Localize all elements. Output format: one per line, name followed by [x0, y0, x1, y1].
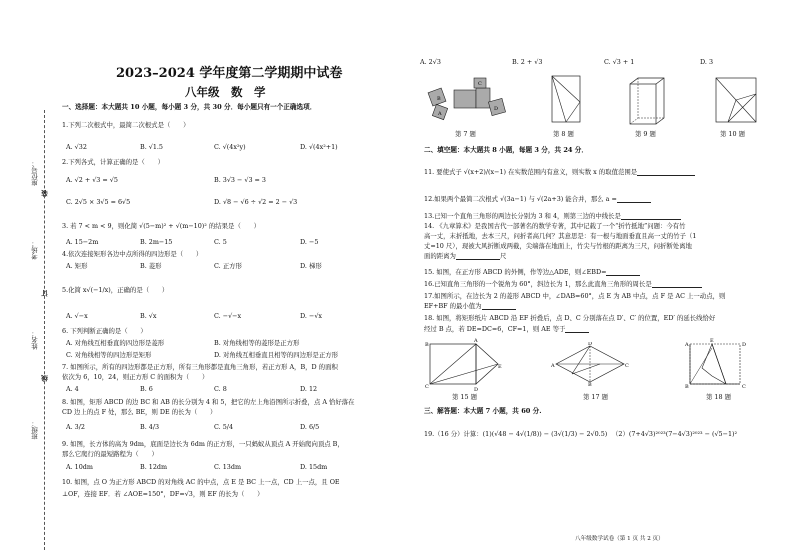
q19-part1: 19.（16 分）计算：(1)(√48 − 4√(1/8)) − (3√(1/3) − 2√0.5): [424, 430, 608, 438]
svg-text:D: D: [588, 342, 593, 347]
q16-text: 16.已知直角三角形的一个锐角为 60°，斜边长为 1，那么此直角三角形的周长是: [424, 280, 702, 288]
q1-option-b: B. √1.5: [140, 143, 163, 151]
q17-line2: EF+BF 的最小值为: [424, 302, 516, 310]
svg-text:C: C: [742, 384, 746, 390]
q6-option-d: D. 对角线互相垂直且相等的四边形是正方形: [214, 351, 338, 359]
fig10-caption: 第 10 题: [720, 130, 745, 138]
binding-char-ding: 订: [41, 290, 49, 297]
fig17-caption: 第 17 题: [583, 393, 608, 401]
q17-line1: 17.如图所示，在边长为 2 的菱形 ABCD 中，∠DAB=60°，点 E 为 AB 中点，点 F 是 AC 上一动点，则: [424, 292, 726, 300]
q2-option-c: C. 2√5 × 3√5 = 6√5: [66, 198, 131, 206]
binding-char-xian: 线: [41, 375, 49, 382]
exam-room-label: 考场：: [31, 240, 39, 260]
q9-option-a: A. 10dm: [66, 463, 93, 471]
q15-text: 15. 如图，在正方形 ABCD 的外侧，作等边△ADE，则∠EBD=: [424, 268, 640, 276]
q4-option-a: A. 矩形: [66, 262, 88, 270]
q2-option-a: A. √2 + √3 = √5: [66, 176, 118, 184]
q9-stem-line2: 那么它爬行的最短路程为（ ）: [62, 450, 158, 458]
q11-text: 11. 要使式子 √(x+2)/(x−1) 在实数范围内有意义，则实数 x 的取值范围是: [424, 168, 695, 176]
q10-option-d: D. 3: [700, 58, 714, 66]
q18-line1: 18. 如图，将矩形纸片 ABCD 沿 EF 折叠后，点 D、C 分别落在点 D′、C′ 的位置，ED′ 的延长线恰好: [424, 314, 716, 322]
svg-text:A: A: [551, 363, 555, 369]
binding-line: [44, 110, 45, 550]
svg-text:E: E: [710, 338, 714, 344]
q9-option-d: D. 15dm: [300, 463, 328, 471]
section1-heading: 一、选择题：本大题共 10 小题，每小题 3 分，共 30 分．每小题只有一个正确选项．: [62, 103, 317, 111]
fig18-caption: 第 18 题: [706, 393, 731, 401]
q6-stem: 6. 下列判断正确的是（ ）: [62, 327, 147, 335]
figure-q10: [712, 72, 760, 128]
section2-heading: 二、填空题：本大题共 8 小题，每题 3 分，共 24 分．: [424, 146, 588, 154]
svg-text:A: A: [474, 338, 478, 344]
svg-text:B: B: [685, 384, 689, 390]
q14-answer-blank[interactable]: [456, 253, 500, 260]
q7-stem-line1: 7. 如图所示，所有的四边形都是正方形，所有三角形都是直角三角形，若正方形 A，B，D 的面积: [62, 363, 338, 371]
svg-text:B: B: [437, 96, 441, 102]
svg-text:C: C: [425, 384, 429, 390]
q3-option-c: C. 5: [214, 238, 227, 246]
q5-stem: 5.化简 x√(−1/x)，正确的是（ ）: [62, 286, 169, 294]
figure-q18: [682, 338, 752, 390]
q8-option-b: B. 4/3: [140, 423, 160, 431]
q13-answer-blank[interactable]: [621, 213, 681, 220]
svg-text:C: C: [478, 81, 482, 87]
section3-heading: 三、解答题：本大题 7 小题，共 60 分.: [424, 407, 542, 415]
figure-q17: [550, 342, 630, 386]
q10-stem-line1: 10. 如图，点 O 为正方形 ABCD 的对角线 AC 的中点，点 E 是 BC 上一点，CD 上一点，且 OE: [62, 478, 340, 486]
q4-option-b: B. 菱形: [140, 262, 162, 270]
exam-title: 2023–2024 学年度第二学期期中试卷: [116, 66, 343, 81]
q1-option-c: C. √(4x²y): [214, 143, 246, 151]
q5-option-d: D. −√x: [300, 312, 322, 320]
q17-answer-blank[interactable]: [482, 303, 516, 310]
q5-option-b: B. √x: [140, 312, 157, 320]
figure-q9: [626, 74, 666, 128]
class-label: 班级：: [31, 420, 39, 440]
q8-stem-line2: CD 边上的点 F 处，那么 BE，则 DE 的长为（ ）: [62, 408, 217, 416]
q14-line2: 高一丈，末折抵地，去本三尺，问折者高几何？其意思是：有一根与地面垂直且高一丈的竹子（1: [424, 232, 697, 240]
q13-text: 13.已知一个直角三角形的两边长分别为 3 和 4，则第三边的中线长是: [424, 212, 681, 220]
q5-option-c: C. −√−x: [214, 312, 242, 320]
q12-answer-blank[interactable]: [617, 196, 651, 203]
q8-option-d: D. 6/5: [300, 423, 320, 431]
q1-option-a: A. √32: [66, 143, 87, 151]
figure-q8: [546, 72, 586, 128]
seat-label: 座位号：: [31, 160, 39, 186]
svg-text:D: D: [474, 387, 479, 392]
svg-text:A: A: [438, 111, 442, 117]
q1-stem: 1.下列二次根式中，最简二次根式是（ ）: [62, 121, 190, 129]
q3-option-d: D. −5: [300, 238, 319, 246]
svg-text:D: D: [742, 342, 747, 348]
q14-line1: 14. 《九章算术》是我国古代一部著名的数学专著，其中记载了一个“折竹抵地”问题：今有竹: [424, 222, 686, 230]
binding-char-zhuang: 装: [41, 190, 49, 197]
q5-option-a: A. √−x: [66, 312, 88, 320]
figure-q15: [424, 338, 502, 392]
q19-part2: （2）(7+4√3)²⁰²³(7−4√3)²⁰²³ − (√5−1)²: [612, 430, 738, 438]
q10-stem-line2: ⊥OF，连接 EF．若 ∠AOE=150°，DF=√3，则 EF 的长为（ ）: [62, 490, 264, 498]
q7-option-a: A. 4: [66, 385, 79, 393]
q18-line2: 经过 B 点，若 DE=DC=6，CF=1，则 AE 等于: [424, 325, 589, 333]
q10-option-b: B. 2 + √3: [512, 58, 543, 66]
q3-option-b: B. 2m−15: [140, 238, 173, 246]
q8-option-a: A. 3/2: [66, 423, 85, 431]
fig7-caption: 第 7 题: [455, 130, 476, 138]
svg-text:A: A: [685, 342, 689, 348]
q7-option-b: B. 6: [140, 385, 153, 393]
q16-answer-blank[interactable]: [652, 281, 702, 288]
q4-stem: 4.依次连接矩形各边中点所得的四边形是（ ）: [62, 250, 203, 258]
q2-option-d: D. √8 − √6 ÷ √2 = 2 − √3: [214, 198, 298, 206]
q8-option-c: C. 5/4: [214, 423, 234, 431]
svg-text:B: B: [425, 342, 429, 348]
figure-q7: [424, 74, 510, 124]
q9-option-c: C. 13dm: [214, 463, 242, 471]
q9-option-b: B. 12dm: [140, 463, 168, 471]
q7-option-c: C. 8: [214, 385, 227, 393]
svg-text:B: B: [588, 382, 592, 386]
q2-option-b: B. 3√3 − √3 = 3: [214, 176, 267, 184]
q12-text: 12.如果两个最简二次根式 √(3a−1) 与 √(2a+3) 能合并，那么 a =: [424, 195, 651, 203]
q11-answer-blank[interactable]: [637, 169, 695, 176]
q3-stem: 3. 若 7 < m < 9，则化简 √(5−m)² + √(m−10)² 的结果是（ ）: [62, 222, 261, 230]
q7-stem-line2: 依次为 6，10，24，则正方形 C 的面积为（ ）: [62, 373, 209, 381]
q14-line3: 丈=10 尺），现被大风折断成两截，尖端落在地面上，竹尖与竹根的距离为三尺，问折断处离地: [424, 242, 692, 250]
exam-subtitle: 八年级 数 学: [185, 85, 266, 99]
q4-option-c: C. 正方形: [214, 262, 242, 270]
fig15-caption: 第 15 题: [452, 393, 477, 401]
q14-line4: 面的距离为 尺: [424, 252, 507, 260]
q18-answer-blank[interactable]: [565, 326, 589, 333]
q2-stem: 2.下列各式，计算正确的是（ ）: [62, 158, 164, 166]
fig9-caption: 第 9 题: [635, 130, 656, 138]
svg-text:D: D: [494, 106, 499, 112]
q10-option-c: C. √3 + 1: [604, 58, 635, 66]
name-label: 姓名：: [31, 330, 39, 350]
q7-option-d: D. 12: [300, 385, 318, 393]
q10-option-a: A. 2√3: [420, 58, 441, 66]
svg-text:E: E: [498, 364, 502, 370]
q15-answer-blank[interactable]: [606, 269, 640, 276]
q6-option-a: A. 对角线互相垂直的四边形是菱形: [66, 339, 165, 347]
q1-option-d: D. √(4x²+1): [300, 143, 338, 151]
page-footer: 八年级数学试卷（第 1 页 共 2 页）: [575, 536, 664, 542]
q6-option-b: B. 对角线相等的菱形是正方形: [214, 339, 300, 347]
q6-option-c: C. 对角线相等的四边形是矩形: [66, 351, 152, 359]
q8-stem-line1: 8. 如图，矩形 ABCD 的边 BC 和 AB 的长分别为 4 和 5，把它的左上角沿图所示折叠，点 A 恰好落在: [62, 398, 355, 406]
svg-text:C: C: [625, 363, 629, 369]
fig8-caption: 第 8 题: [553, 130, 574, 138]
q9-stem-line1: 9. 如图，长方体的高为 9dm，底面是边长为 6dm 的正方形，一只蚂蚁从顶点 A 开始爬向顶点 B，: [62, 440, 344, 448]
q4-option-d: D. 梯形: [300, 262, 322, 270]
q3-option-a: A. 15−2m: [66, 238, 99, 246]
